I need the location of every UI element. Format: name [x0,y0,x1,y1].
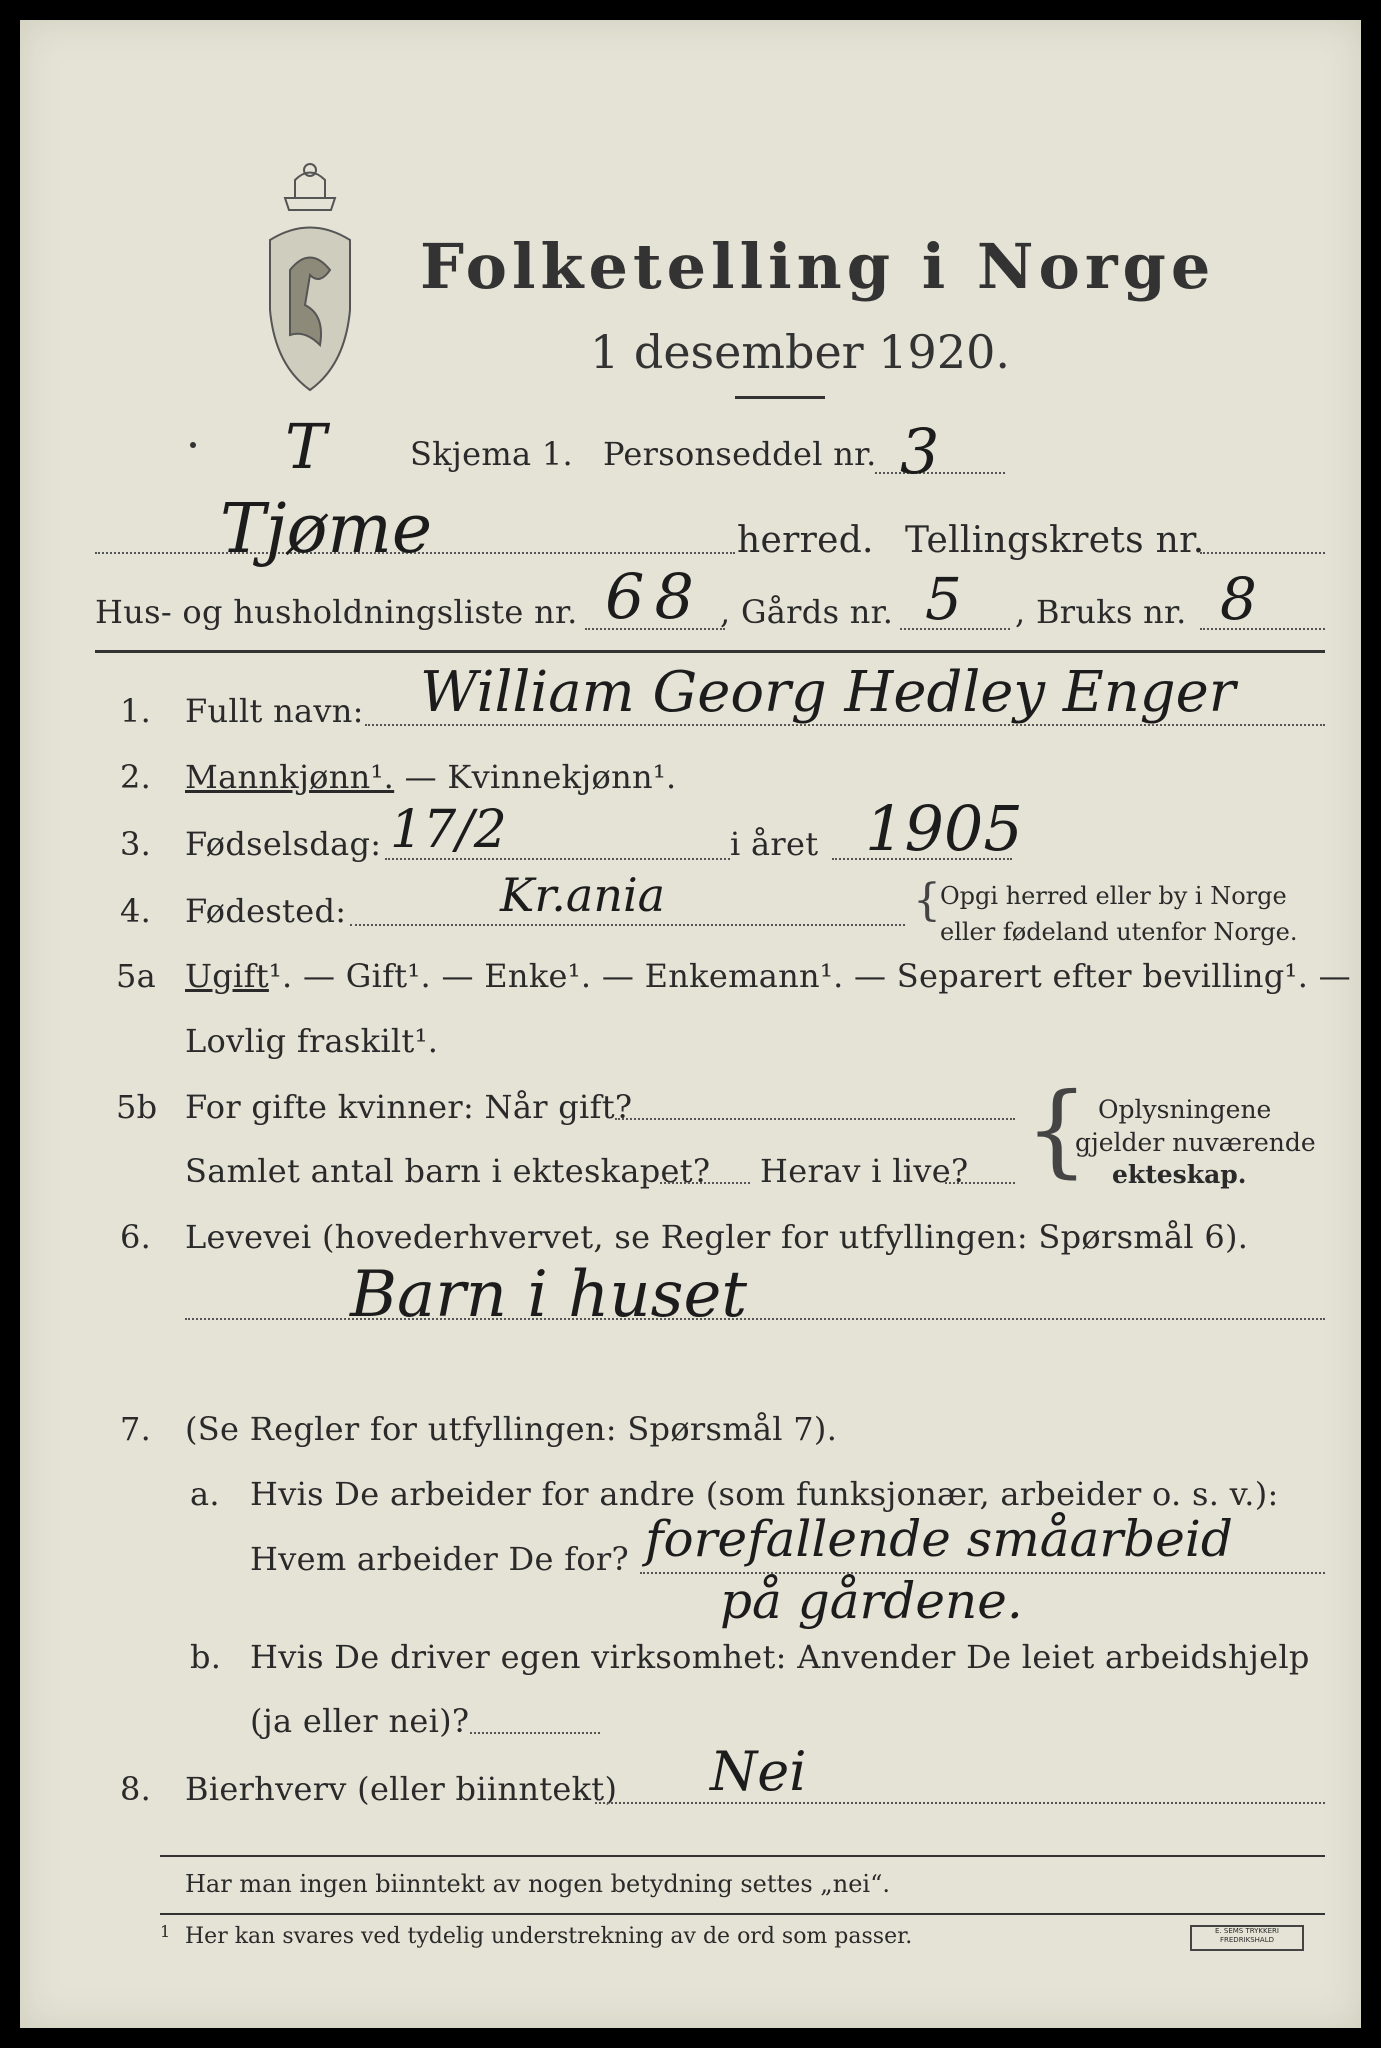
footnote-mark: 1 [160,1922,171,1941]
bruks-number: 8 [1220,565,1257,633]
q4-note-line1: Opgi herred eller by i Norge [940,882,1287,910]
occupation-handwritten: Barn i huset [350,1258,748,1332]
bullet-dot [190,442,196,448]
q4-label: Fødested: [185,892,347,930]
footer-divider [160,1855,1325,1857]
q8-label: Bierhverv (eller biinntekt) [185,1770,618,1808]
q5b-number: 5b [116,1088,158,1126]
q5a-line2: Lovlig fraskilt¹. [185,1022,439,1060]
q7a-number: a. [190,1475,220,1513]
male-option: Mannkjønn¹. [185,758,395,796]
q7-number: 7. [120,1410,152,1448]
q5b-note2: gjelder nuværende [1075,1128,1316,1157]
q7-label: (Se Regler for utfyllingen: Spørsmål 7). [185,1410,838,1448]
title-divider [735,396,825,399]
footer-note: Har man ingen biinntekt av nogen betydning settes „nei“. [185,1870,890,1898]
birthdate-handwritten: 17/2 [390,800,507,860]
form-title: Folketelling i Norge [420,230,1216,303]
header-divider [95,650,1325,653]
q7b-line2: (ja eller nei)? [250,1702,470,1740]
birthplace-handwritten: Kr.ania [500,868,666,922]
q2-separator: — [394,758,448,796]
q2-number: 2. [120,758,152,796]
q3-number: 3. [120,825,152,863]
birth-year-handwritten: 1905 [865,792,1023,865]
printer-stamp [1190,1925,1304,1951]
q7b-number: b. [190,1638,222,1676]
q5b-line2: Samlet antal barn i ekteskapet? [185,1152,711,1190]
tellingskrets-line [1200,552,1325,554]
gards-label: , Gårds nr. [720,593,894,631]
q5a-options [185,957,1351,995]
q2-labels [185,758,677,796]
skjema-label: Skjema 1. [410,435,573,473]
q6-number: 6. [120,1218,152,1256]
q5a-number: 5a [116,957,157,995]
q5b-note1: Oplysningene [1098,1095,1272,1124]
q1-number: 1. [120,692,152,730]
personseddel-label: Personseddel nr. [603,435,877,473]
q7b-line [470,1732,600,1734]
q7a-line1: Hvis De arbeider for andre (som funksjonær, arbeider o. s. v.): [250,1475,1279,1513]
herred-label: herred. [737,520,874,561]
tellingskrets-label: Tellingskrets nr. [905,520,1205,561]
full-name-handwritten: William Georg Hedley Enger [420,660,1236,725]
q6-label: Levevei (hovederhvervet, se Regler for utfyllingen: Spørsmål 6). [185,1218,1249,1256]
q4-brace: { [913,875,941,926]
employer-handwritten-line2: på gårdene. [720,1572,1023,1630]
husholdningsliste-number: 68 [605,560,704,633]
handwritten-top-mark: T [285,410,327,483]
female-option: Kvinnekjønn¹. [447,758,677,796]
q7a-line2: Hvem arbeider De for? [250,1540,629,1578]
gards-number: 5 [925,565,962,633]
coat-of-arms-icon [255,160,365,400]
q5b-note3: ekteskap. [1112,1160,1247,1189]
bruks-label: , Bruks nr. [1015,593,1187,631]
census-date: 1 desember 1920. [590,325,1010,379]
herred-handwritten: Tjøme [220,490,433,569]
footnote-text: Her kan svares ved tydelig understrekning av de ord som passer. [185,1924,913,1949]
husholdningsliste-label: Hus- og husholdningsliste nr. [95,593,578,631]
q4-number: 4. [120,892,152,930]
ugift-option: Ugift [185,957,269,995]
year-label: i året [730,825,819,863]
q8-number: 8. [120,1770,152,1808]
q5b-line1-dots [615,1118,1015,1120]
q5b-live: Herav i live? [760,1152,969,1190]
q5b-brace: { [1025,1071,1089,1188]
q1-label: Fullt navn: [185,692,364,730]
q6-line [185,1318,1325,1320]
q4-line [350,924,905,926]
personseddel-line [875,472,1005,474]
side-income-handwritten: Nei [710,1740,807,1803]
printer-stamp-text: E. SEMS TRYKKERI FREDRIKSHALD [1215,1927,1279,1944]
footnote-divider [160,1913,1325,1915]
q4-note-line2: eller fødeland utenfor Norge. [940,918,1298,946]
q5b-line2-dots [660,1182,750,1184]
q8-line [595,1802,1325,1804]
q5a-other-options: ¹. — Gift¹. — Enke¹. — Enkemann¹. — Separert efter bevilling¹. — [268,957,1351,995]
employer-handwritten-line1: forefallende småarbeid [645,1510,1233,1568]
q5b-live-dots [945,1182,1015,1184]
q5b-line1: For gifte kvinner: Når gift? [185,1088,633,1126]
personseddel-number: 3 [900,415,940,488]
census-form-sheet [20,20,1361,2028]
bruks-line [1200,628,1325,630]
q7b-line1: Hvis De driver egen virksomhet: Anvender De leiet arbeidshjelp [250,1638,1310,1676]
q3-label: Fødselsdag: [185,825,382,863]
